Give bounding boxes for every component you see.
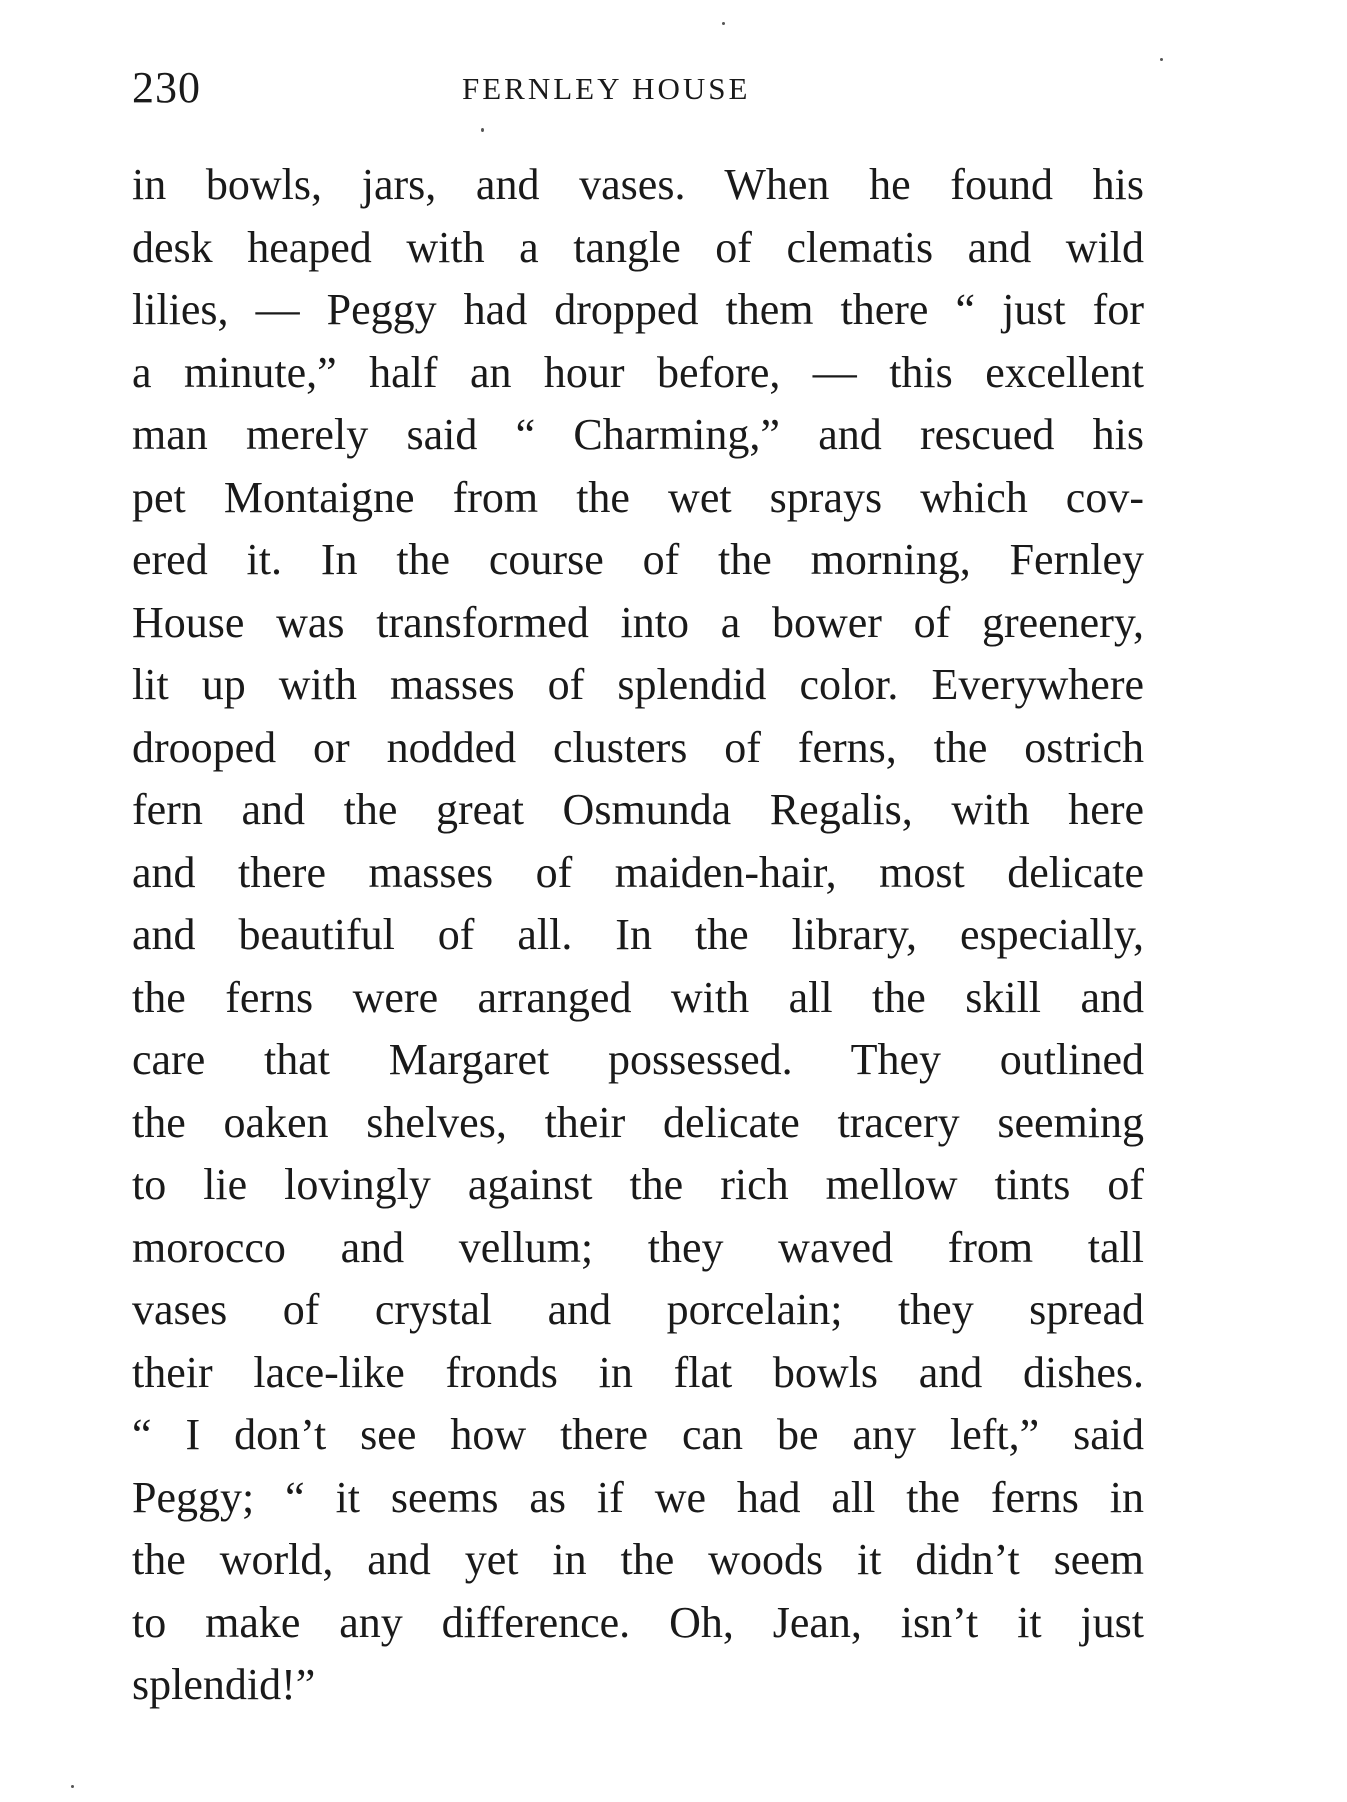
text-line: in bowls, jars, and vases. When he found his bbox=[132, 160, 1144, 209]
text-line: man merely said “ Charming,” and rescued his bbox=[132, 410, 1144, 459]
text-line: fern and the great Osmunda Regalis, with here bbox=[132, 785, 1144, 834]
text-line: lilies, — Peggy had dropped them there “ just for bbox=[132, 285, 1144, 334]
text-line: to make any difference. Oh, Jean, isn’t it just bbox=[132, 1597, 1144, 1647]
print-speck bbox=[71, 1785, 74, 1788]
text-line: lit up with masses of splendid color. Everywhere bbox=[132, 660, 1144, 709]
text-line: their lace-like fronds in flat bowls and dishes. bbox=[132, 1347, 1144, 1397]
text-line: the oaken shelves, their delicate tracery seeming bbox=[132, 1097, 1144, 1147]
body-text bbox=[132, 154, 1144, 1717]
text-line: pet Montaigne from the wet sprays which cov- bbox=[132, 472, 1144, 522]
text-line: drooped or nodded clusters of ferns, the ostrich bbox=[132, 722, 1144, 772]
text-line: splendid!” bbox=[132, 1660, 316, 1709]
text-line: vases of crystal and porcelain; they spread bbox=[132, 1285, 1144, 1334]
text-line: desk heaped with a tangle of clematis and wild bbox=[132, 222, 1144, 272]
page-header bbox=[132, 58, 1144, 118]
text-line: Peggy; “ it seems as if we had all the ferns in bbox=[132, 1472, 1144, 1522]
text-line: and there masses of maiden-hair, most delicate bbox=[132, 847, 1144, 897]
running-title: FERNLEY HOUSE bbox=[462, 71, 751, 106]
print-speck bbox=[722, 22, 725, 25]
print-speck bbox=[1160, 58, 1163, 61]
text-line: the world, and yet in the woods it didn’t seem bbox=[132, 1535, 1144, 1584]
page-number: 230 bbox=[132, 63, 201, 112]
text-line: care that Margaret possessed. They outlined bbox=[132, 1035, 1144, 1084]
text-line: House was transformed into a bower of greenery, bbox=[132, 597, 1144, 647]
text-line: to lie lovingly against the rich mellow tints of bbox=[132, 1160, 1144, 1209]
text-line: a minute,” half an hour before, — this excellent bbox=[132, 347, 1144, 397]
print-speck bbox=[481, 128, 484, 132]
text-line: morocco and vellum; they waved from tall bbox=[132, 1222, 1144, 1272]
text-line: ered it. In the course of the morning, Fernley bbox=[132, 535, 1144, 584]
text-line: “ I don’t see how there can be any left,” said bbox=[132, 1410, 1144, 1459]
text-line: the ferns were arranged with all the skill and bbox=[132, 972, 1144, 1022]
text-line: and beautiful of all. In the library, especially, bbox=[132, 910, 1144, 959]
